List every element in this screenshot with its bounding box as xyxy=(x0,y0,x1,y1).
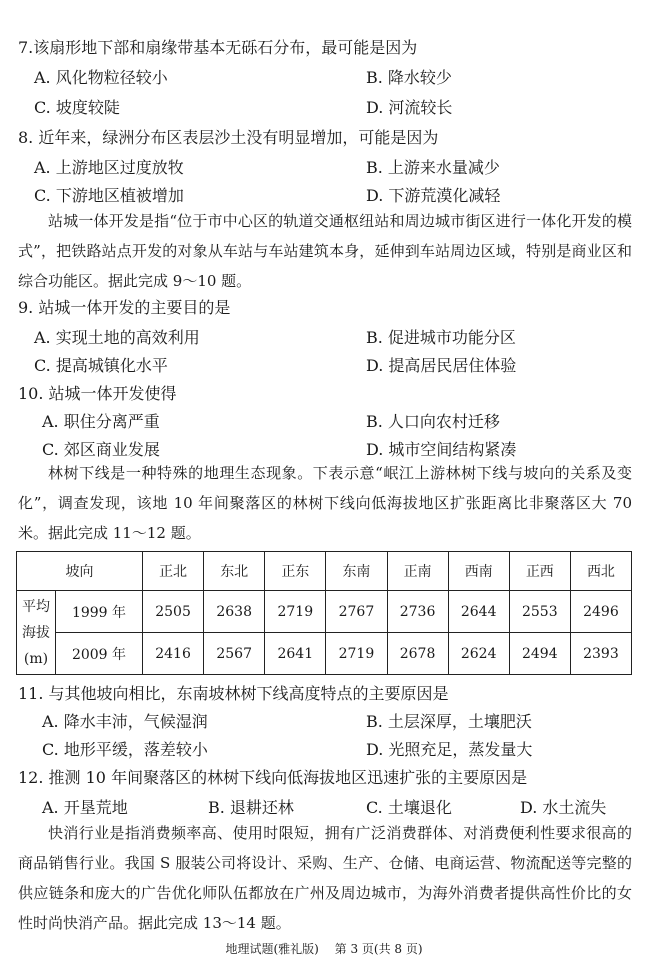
side-label-line: 海拔 xyxy=(22,624,50,641)
q8-stem: 8. 近年来，绿洲分布区表层沙土没有明显增加，可能是因为 xyxy=(18,128,439,147)
q8-option-a: A. 上游地区过度放牧 xyxy=(34,158,184,177)
table-header-direction: 正西 xyxy=(509,552,570,591)
passage-station-city xyxy=(18,206,632,296)
table-header-direction: 西北 xyxy=(570,552,631,591)
table-cell: 2505 xyxy=(143,591,204,633)
q10-option-d: D. 城市空间结构紧凑 xyxy=(366,440,517,459)
q8-option-c: C. 下游地区植被增加 xyxy=(34,186,184,205)
q8-option-d: D. 下游荒漠化减轻 xyxy=(366,186,501,205)
passage-station-city-text: 站城一体开发是指“位于市中心区的轨道交通枢纽站和周边城市街区进行一体化开发的模式”，把铁路站点开发的对象从车站与车站建筑本身，延伸到车站周边区域，特别是商业区和综合功能区。据此完成 9～10 题。 xyxy=(18,212,632,290)
side-label-line: (m) xyxy=(23,650,49,667)
q10-option-c: C. 郊区商业发展 xyxy=(42,440,160,459)
page-footer xyxy=(0,940,648,957)
q10-option-b: B. 人口向农村迁移 xyxy=(366,412,500,431)
q8-option-b: B. 上游来水量减少 xyxy=(366,158,500,177)
table-cell: 2393 xyxy=(570,633,631,675)
table-cell: 2719 xyxy=(265,591,326,633)
passage-treeline-text: 林树下线是一种特殊的地理生态现象。下表示意“岷江上游林树下线与坡向的关系及变化”，调查发现，该地 10 年间聚落区的林树下线向低海拔地区扩张距离比非聚落区大 70 米。据此完成 11～12 题。 xyxy=(18,464,632,542)
table-cell: 2624 xyxy=(448,633,509,675)
table-row xyxy=(17,591,632,633)
q7-option-d: D. 河流较长 xyxy=(366,98,453,117)
table-cell: 2678 xyxy=(387,633,448,675)
q12-stem: 12. 推测 10 年间聚落区的林树下线向低海拔地区迅速扩张的主要原因是 xyxy=(18,768,528,787)
table-cell: 2496 xyxy=(570,591,631,633)
table-header-direction: 正南 xyxy=(387,552,448,591)
table-side-label xyxy=(17,591,56,675)
table-header-direction: 正东 xyxy=(265,552,326,591)
q9-option-a: A. 实现土地的高效利用 xyxy=(34,328,200,347)
table-cell: 2719 xyxy=(326,633,387,675)
q10-option-a: A. 职住分离严重 xyxy=(42,412,160,431)
table-cell: 2736 xyxy=(387,591,448,633)
table-header-row xyxy=(17,552,632,591)
q11-stem: 11. 与其他坡向相比，东南坡林树下线高度特点的主要原因是 xyxy=(18,684,449,703)
q10-stem: 10. 站城一体开发使得 xyxy=(18,384,177,403)
q9-option-b: B. 促进城市功能分区 xyxy=(366,328,516,347)
q12-option-a: A. 开垦荒地 xyxy=(42,798,128,817)
table-header-direction: 正北 xyxy=(143,552,204,591)
q9-stem: 9. 站城一体开发的主要目的是 xyxy=(18,298,231,317)
q7-option-a: A. 风化物粒径较小 xyxy=(34,68,168,87)
table-row xyxy=(17,633,632,675)
q12-option-c: C. 土壤退化 xyxy=(366,798,452,817)
table-cell: 2416 xyxy=(143,633,204,675)
table-year-cell: 1999 年 xyxy=(56,591,143,633)
q12-option-b: B. 退耕还林 xyxy=(208,798,294,817)
q9-option-c: C. 提高城镇化水平 xyxy=(34,356,168,375)
table-cell: 2767 xyxy=(326,591,387,633)
passage-fast-consumer-text: 快消行业是指消费频率高、使用时限短，拥有广泛消费群体、对消费便利性要求很高的商品销售行业。我国 S 服装公司将设计、采购、生产、仓储、电商运营、物流配送等完整的供应链条和庞大的广告优化师队伍都放在广州及周边城市，为海外消费者提供高性价比的女性时尚快消产品。据此完成 13～14 题。 xyxy=(18,824,632,932)
table-header-direction: 东北 xyxy=(204,552,265,591)
side-label-line: 平均 xyxy=(22,598,50,615)
table-cell: 2641 xyxy=(265,633,326,675)
table-corner-cell: 坡向 xyxy=(17,552,143,591)
footer-subject: 地理试题(雅礼版) xyxy=(225,942,319,956)
passage-treeline xyxy=(18,458,632,548)
q7-option-b: B. 降水较少 xyxy=(366,68,452,87)
table-year-cell: 2009 年 xyxy=(56,633,143,675)
q7-stem: 7.该扇形地下部和扇缘带基本无砾石分布，最可能是因为 xyxy=(18,38,418,57)
table-cell: 2494 xyxy=(509,633,570,675)
q12-option-d: D. 水土流失 xyxy=(520,798,607,817)
table-cell: 2553 xyxy=(509,591,570,633)
table-cell: 2567 xyxy=(204,633,265,675)
q11-option-a: A. 降水丰沛，气候湿润 xyxy=(42,712,208,731)
q11-option-d: D. 光照充足，蒸发量大 xyxy=(366,740,533,759)
q9-option-d: D. 提高居民居住体验 xyxy=(366,356,517,375)
table-cell: 2644 xyxy=(448,591,509,633)
q11-option-c: C. 地形平缓，落差较小 xyxy=(42,740,208,759)
q11-option-b: B. 土层深厚，土壤肥沃 xyxy=(366,712,532,731)
table-header-direction: 东南 xyxy=(326,552,387,591)
passage-fast-consumer xyxy=(18,818,632,938)
q7-option-c: C. 坡度较陡 xyxy=(34,98,120,117)
treeline-altitude-table xyxy=(16,551,632,675)
table-header-direction: 西南 xyxy=(448,552,509,591)
table-cell: 2638 xyxy=(204,591,265,633)
footer-page-number: 第 3 页(共 8 页) xyxy=(334,942,423,956)
